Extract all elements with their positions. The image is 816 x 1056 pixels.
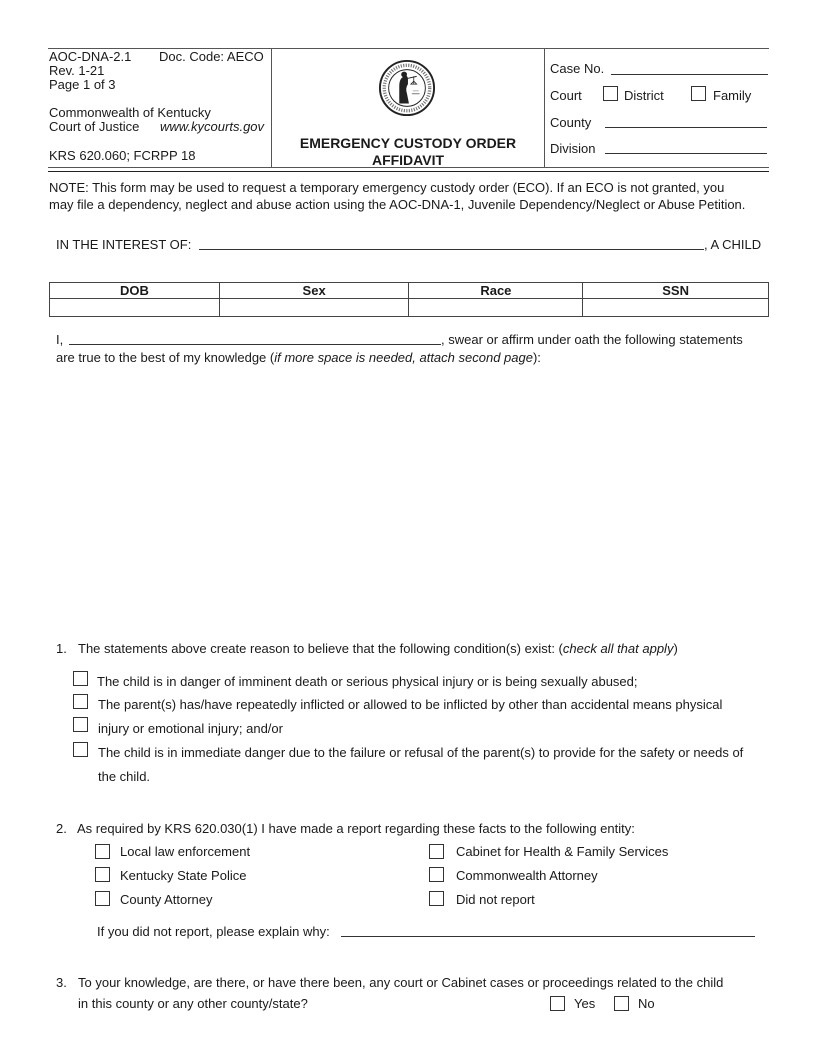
revision: Rev. 1-21 — [49, 63, 105, 78]
affiant-name-field[interactable] — [69, 333, 441, 345]
header-bottom-rule-2 — [48, 171, 769, 172]
q1-option2-checkbox[interactable] — [73, 694, 88, 709]
court-name: Court of Justice — [49, 119, 140, 134]
county-label: County — [550, 115, 592, 130]
a-child-suffix: , A CHILD — [704, 237, 762, 252]
court-family-checkbox[interactable] — [691, 86, 706, 101]
q3-yes-checkbox[interactable] — [550, 996, 565, 1011]
q1-option1-checkbox[interactable] — [73, 671, 88, 686]
q1-option4-continuation: the child. — [98, 769, 151, 784]
header-divider-right — [544, 48, 545, 168]
child-info-table — [49, 282, 769, 317]
case-number-field[interactable] — [611, 63, 768, 75]
q2-commonwealth-attorney-label: Commonwealth Attorney — [456, 868, 598, 883]
ssn-cell[interactable] — [583, 299, 769, 317]
race-cell[interactable] — [409, 299, 583, 317]
q3-line1: To your knowledge, are there, or have there been, any court or Cabinet cases or proceedings related to the child — [78, 975, 724, 990]
q1-option3-checkbox[interactable] — [73, 717, 88, 732]
q3-yes-label: Yes — [574, 996, 596, 1011]
division-label: Division — [550, 141, 596, 156]
q2-local-law-enforcement-checkbox[interactable] — [95, 844, 110, 859]
note-line2: may file a dependency, neglect and abuse action using the AOC-DNA-1, Juvenile Dependency/Neglect or Abuse Petition. — [49, 197, 746, 212]
oath-line2-italic: if more space is needed, attach second page — [274, 350, 533, 365]
column-header-sex: Sex — [219, 283, 409, 299]
q2-commonwealth-attorney-checkbox[interactable] — [429, 867, 444, 882]
statement-text-area[interactable] — [56, 372, 768, 627]
q2-county-attorney-checkbox[interactable] — [95, 891, 110, 906]
q2-explain-label: If you did not report, please explain why: — [97, 924, 330, 939]
q1-text-end: ) — [673, 641, 678, 656]
q1-option1-label: The child is in danger of imminent death or serious physical injury or is being sexually abused; — [97, 674, 638, 689]
q2-kentucky-state-police-checkbox[interactable] — [95, 867, 110, 882]
q1-number: 1. — [56, 641, 67, 656]
court-of-justice-seal-icon — [378, 59, 436, 117]
q1-option4-checkbox[interactable] — [73, 742, 88, 757]
header-top-rule — [48, 48, 769, 49]
form-title-line1: EMERGENCY CUSTODY ORDER — [299, 135, 517, 151]
q1-text-main: The statements above create reason to believe that the following condition(s) exist: ( — [78, 641, 563, 656]
oath-line2-start: are true to the best of my knowledge ( — [56, 350, 275, 365]
q1-text — [78, 642, 678, 656]
court-label: Court — [550, 88, 582, 103]
court-district-label: District — [624, 88, 664, 103]
court-family-label: Family — [713, 88, 752, 103]
statute-reference: KRS 620.060; FCRPP 18 — [49, 148, 196, 163]
q2-number: 2. — [56, 821, 67, 836]
q2-local-law-enforcement-label: Local law enforcement — [120, 844, 251, 859]
website-link[interactable]: www.kycourts.gov — [160, 119, 265, 134]
case-number-label: Case No. — [550, 61, 605, 76]
column-header-race: Race — [409, 283, 583, 299]
table-header-row — [50, 283, 769, 299]
column-header-ssn: SSN — [583, 283, 769, 299]
q2-cabinet-checkbox[interactable] — [429, 844, 444, 859]
oath-prefix: I, — [56, 332, 64, 347]
q3-no-checkbox[interactable] — [614, 996, 629, 1011]
q2-did-not-report-label: Did not report — [456, 892, 535, 907]
oath-suffix: , swear or affirm under oath the following statements — [441, 332, 743, 347]
page-number: Page 1 of 3 — [49, 77, 116, 92]
county-field[interactable] — [605, 116, 767, 128]
sex-cell[interactable] — [219, 299, 409, 317]
division-field[interactable] — [605, 142, 767, 154]
child-name-field[interactable] — [199, 238, 704, 250]
court-district-checkbox[interactable] — [603, 86, 618, 101]
oath-line2-end: ): — [532, 350, 541, 365]
q2-cabinet-label: Cabinet for Health & Family Services — [456, 844, 669, 859]
q1-option3-label: injury or emotional injury; and/or — [98, 721, 283, 736]
column-header-dob: DOB — [50, 283, 220, 299]
note-line1: NOTE: This form may be used to request a temporary emergency custody order (ECO). If an ECO is not granted, you — [49, 180, 725, 195]
q2-text: As required by KRS 620.030(1) I have made a report regarding these facts to the following entity: — [77, 821, 635, 836]
form-id: AOC-DNA-2.1 — [49, 49, 132, 64]
dob-cell[interactable] — [50, 299, 220, 317]
org-name: Commonwealth of Kentucky — [49, 105, 211, 120]
q1-option2-label: The parent(s) has/have repeatedly inflicted or allowed to be inflicted by other than accidental means physical — [98, 697, 723, 712]
form-title-line2: AFFIDAVIT — [371, 152, 445, 168]
interest-of-label: IN THE INTEREST OF: — [56, 237, 192, 252]
q1-text-italic: check all that apply — [562, 641, 674, 656]
q2-explain-field[interactable] — [341, 925, 755, 937]
table-row — [50, 299, 769, 317]
doc-code: Doc. Code: AECO — [159, 49, 264, 64]
q1-option4-label: The child is in immediate danger due to the failure or refusal of the parent(s) to provide for the safety or needs of — [98, 745, 744, 760]
q3-no-label: No — [638, 996, 655, 1011]
q2-county-attorney-label: County Attorney — [120, 892, 213, 907]
q3-line2: in this county or any other county/state? — [78, 996, 308, 1011]
oath-line2 — [56, 351, 541, 365]
q3-number: 3. — [56, 975, 67, 990]
q2-kentucky-state-police-label: Kentucky State Police — [120, 868, 247, 883]
q2-did-not-report-checkbox[interactable] — [429, 891, 444, 906]
